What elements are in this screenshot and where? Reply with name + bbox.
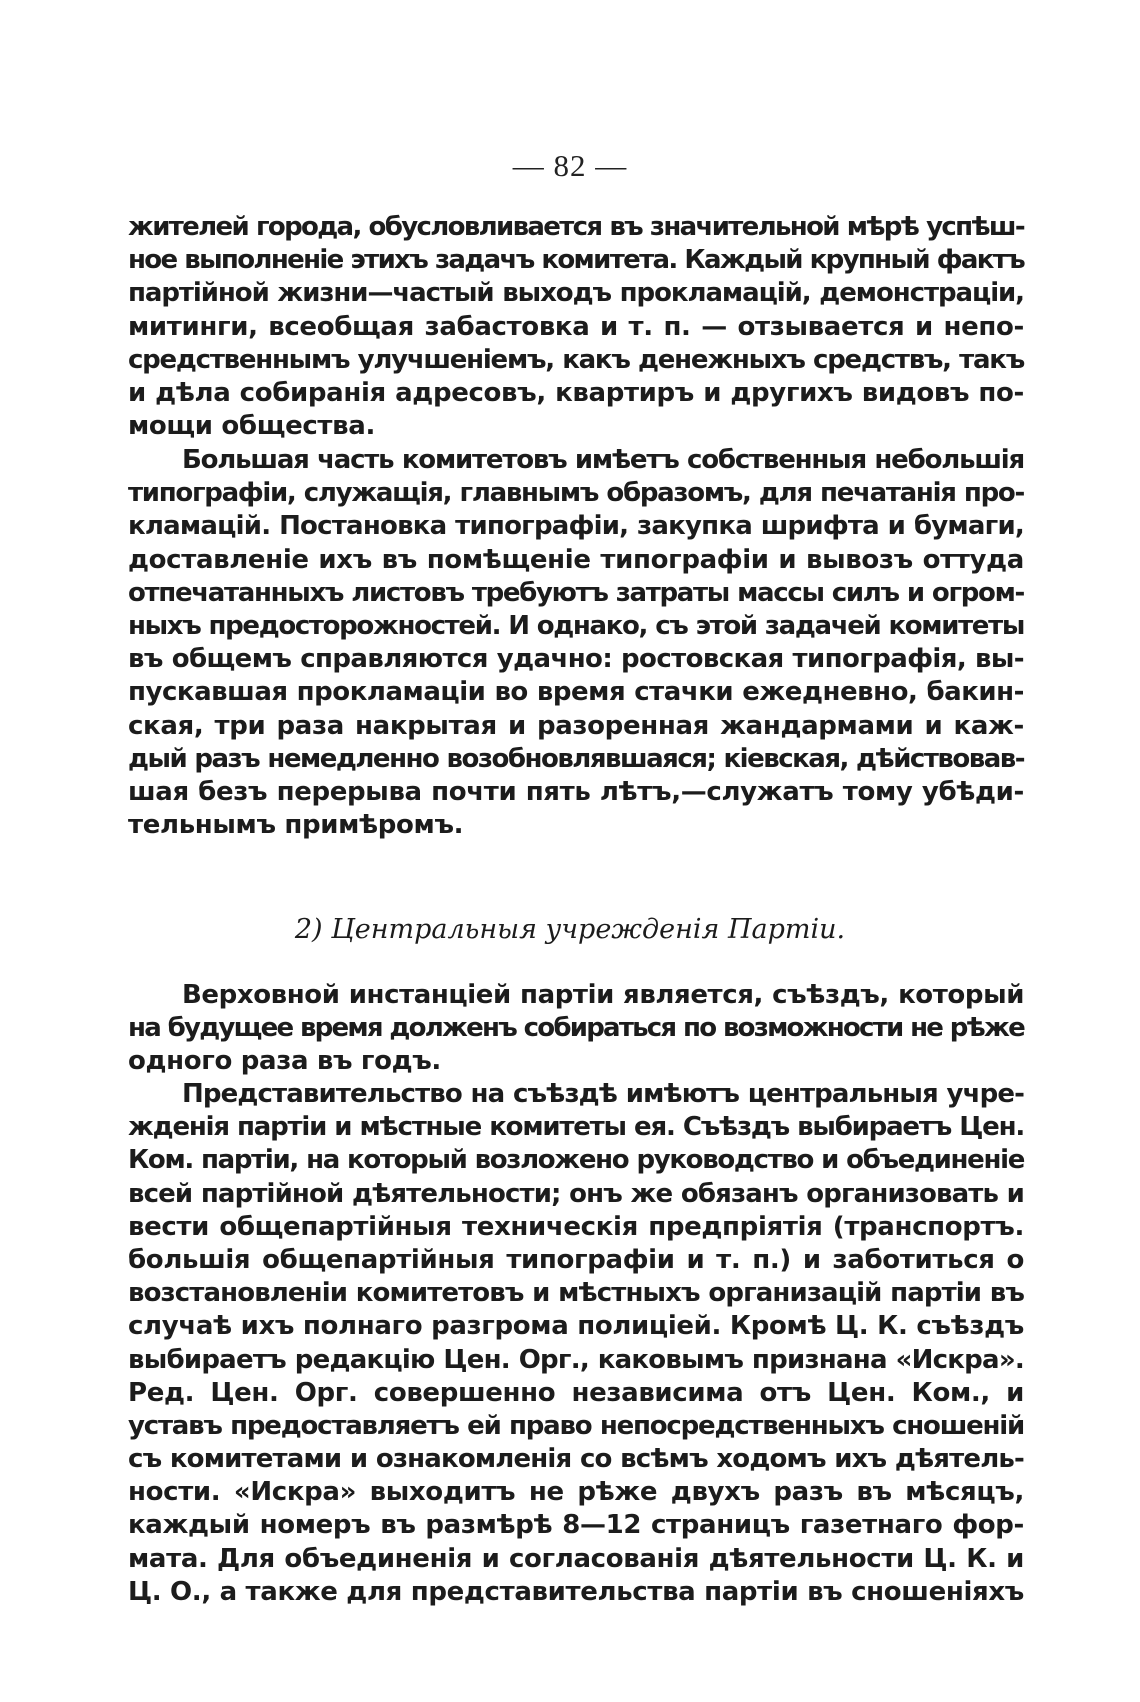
text-line: на будущее время долженъ собираться по возможности не рѣже [128, 1013, 1024, 1044]
text-line: Большая часть комитетовъ имѣетъ собственныя небольшія [182, 445, 1024, 475]
paragraph-continuation [128, 211, 1024, 443]
text-line: и дѣла собиранія адресовъ, квартиръ и другихъ видовъ по- [128, 377, 1024, 408]
text-line: Ком. партіи, на который возложено руководство и объединеніе [128, 1145, 1024, 1176]
text-line: большія общепартійныя типографіи и т. п.) и заботиться о [128, 1244, 1024, 1275]
text-line: мощи общества. [128, 411, 375, 442]
text-line: жителей города, обусловливается въ значительной мѣрѣ успѣш- [128, 212, 1024, 242]
paragraph-representation [128, 1078, 1024, 1609]
text-line: ное выполненіе этихъ задачъ комитета. Каждый крупный фактъ [128, 245, 1024, 276]
text-line: съ комитетами и ознакомленія со всѣмъ ходомъ ихъ дѣятель- [128, 1444, 1024, 1475]
text-line: одного раза въ годъ. [128, 1046, 441, 1077]
text-line: типографіи, служащія, главнымъ образомъ, для печатанія про- [128, 478, 1024, 509]
text-line: пускавшая прокламаціи во время стачки ежедневно, бакин- [128, 677, 1024, 708]
text-line: въ общемъ справляются удачно: ростовская типографія, вы- [128, 644, 1024, 675]
section-heading: 2) Центральныя учрежденія Партіи. [294, 914, 846, 945]
text-line: случаѣ ихъ полнаго разгрома полиціей. Кромѣ Ц. К. съѣздъ [128, 1311, 1024, 1342]
text-line: тельнымъ примѣромъ. [128, 810, 464, 841]
text-line: жденія партіи и мѣстные комитеты ея. Съѣздъ выбираетъ Цен. [128, 1112, 1024, 1143]
text-line: партійной жизни—частый выходъ прокламацій, демонстраціи, [128, 278, 1024, 309]
text-line: отпечатанныхъ листовъ требуютъ затраты массы силъ и огром- [128, 577, 1024, 608]
page-number: — 82 — [512, 148, 628, 183]
text-line: ныхъ предосторожностей. И однако, съ этой задачей комитеты [128, 610, 1024, 641]
text-line: мата. Для объединенія и согласованія дѣятельности Ц. К. и [128, 1543, 1024, 1574]
text-line: доставленіе ихъ въ помѣщеніе типографіи и вывозъ оттуда [128, 544, 1024, 575]
text-line: Ред. Цен. Орг. совершенно независима отъ Цен. Ком., и [128, 1377, 1024, 1408]
text-line: дый разъ немедленно возобновлявшаяся; кіевская, дѣйствовав- [128, 743, 1024, 774]
text-line: ская, три раза накрытая и разоренная жандармами и каж- [128, 710, 1024, 741]
paragraph-typographies [128, 444, 1024, 842]
text-line: вести общепартійныя техническія предпріятія (транспортъ. [128, 1211, 1024, 1242]
paragraph-congress [128, 979, 1024, 1079]
text-line: кламацій. Постановка типографіи, закупка шрифта и бумаги, [128, 511, 1024, 542]
text-line: ности. «Искра» выходитъ не рѣже двухъ разъ въ мѣсяцъ, [128, 1477, 1024, 1508]
text-line: всей партійной дѣятельности; онъ же обязанъ организовать и [128, 1178, 1024, 1209]
text-line: Представительство на съѣздѣ имѣютъ центральныя учре- [182, 1079, 1024, 1109]
text-line: Верховной инстанціей партіи является, съѣздъ, который [182, 980, 1024, 1010]
text-line: шая безъ перерыва почти пять лѣтъ,—служатъ тому убѣди- [128, 776, 1024, 807]
text-line: уставъ предоставляетъ ей право непосредственныхъ сношеній [128, 1410, 1024, 1441]
text-line: Ц. О., а также для представительства партіи въ сношеніяхъ [128, 1576, 1024, 1607]
text-line: возстановленіи комитетовъ и мѣстныхъ организацій партіи въ [128, 1278, 1024, 1309]
text-line: митинги, всеобщая забастовка и т. п. — отзывается и непо- [128, 311, 1024, 342]
text-line: выбираетъ редакцію Цен. Орг., каковымъ признана «Искра». [128, 1344, 1024, 1375]
text-line: средственнымъ улучшеніемъ, какъ денежныхъ средствъ, такъ [128, 344, 1024, 375]
text-line: каждый номеръ въ размѣрѣ 8—12 страницъ газетнаго фор- [128, 1510, 1024, 1541]
